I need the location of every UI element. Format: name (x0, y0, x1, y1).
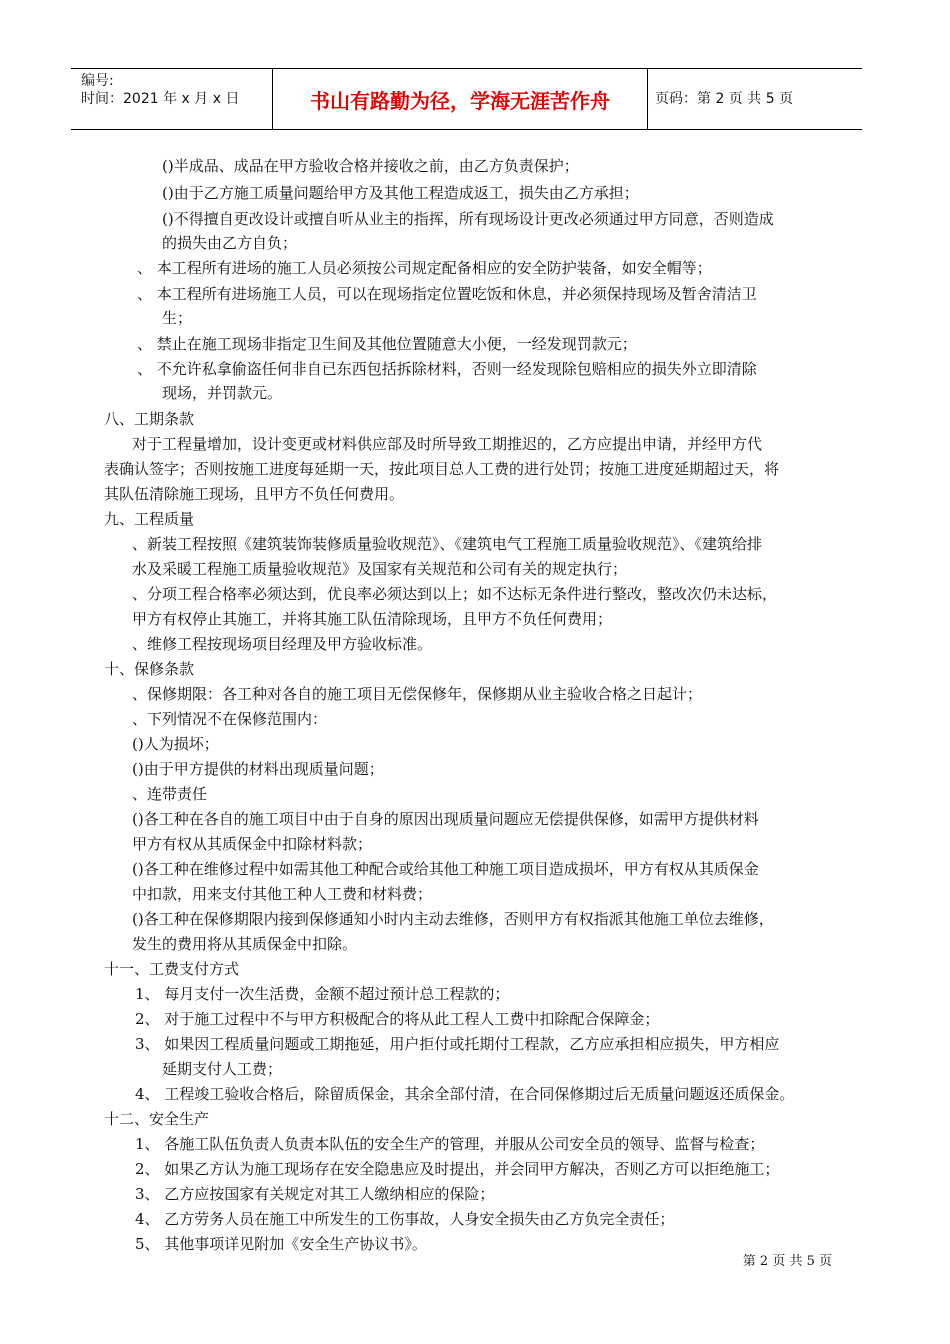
page-footer: 第 2 页 共 5 页 (742, 1254, 832, 1269)
body-line: 中扣款，用来支付其他工种人工费和材料费； (132, 885, 433, 903)
body-line: ()各工种在保修期限内接到保修通知小时内主动去维修，否则甲方有权指派其他施工单位去维修， (132, 910, 774, 928)
section-heading: 九、工程质量 (104, 510, 195, 528)
body-line: 4、 乙方劳务人员在施工中所发生的工伤事故，人身安全损失由乙方负完全责任； (135, 1210, 675, 1228)
body-line: 生； (162, 309, 193, 327)
body-line: 、维修工程按现场项目经理及甲方验收标准。 (132, 635, 433, 653)
section-heading: 十、保修条款 (104, 660, 195, 678)
body-line: 5、 其他事项详见附加《安全生产协议书》。 (135, 1235, 427, 1253)
body-line: 3、 乙方应按国家有关规定对其工人缴纳相应的保险； (135, 1185, 495, 1203)
body-line: ()各工种在各自的施工项目中由于自身的原因出现质量问题应无偿提供保修，如需甲方提供材料 (132, 810, 759, 828)
document-number-label: 编号: (81, 73, 114, 89)
body-line: 2、 对于施工过程中不与甲方积极配合的将从此工程人工费中扣除配合保障金； (135, 1010, 660, 1028)
body-line: ()由于甲方提供的材料出现质量问题； (132, 760, 384, 778)
body-line: ()不得擅自更改设计或擅自听从业主的指挥，所有现场设计更改必须通过甲方同意，否则造成 (162, 210, 774, 228)
body-line: 、 本工程所有进场的施工人员必须按公司规定配备相应的安全防护装备，如安全帽等； (137, 259, 712, 277)
body-line: 的损失由乙方自负； (162, 234, 298, 252)
body-line: 甲方有权停止其施工，并将其施工队伍清除现场，且甲方不负任何费用； (132, 610, 613, 628)
body-line: ()由于乙方施工质量问题给甲方及其他工程造成返工，损失由乙方承担； (162, 184, 639, 202)
header-page-info: 页码：第 2 页 共 5 页 (655, 91, 794, 107)
body-line: 2、 如果乙方认为施工现场存在安全隐患应及时提出，并会同甲方解决，否则乙方可以拒绝施工； (135, 1160, 780, 1178)
section-heading: 八、工期条款 (104, 410, 195, 428)
body-line: 、 禁止在施工现场非指定卫生间及其他位置随意大小便，一经发现罚款元； (137, 335, 637, 353)
body-line: 其队伍清除施工现场，且甲方不负任何费用。 (104, 485, 405, 503)
body-line: 对于工程量增加，设计变更或材料供应部及时所导致工期推迟的，乙方应提出申请，并经甲方代 (132, 435, 763, 453)
body-line: 现场，并罚款元。 (162, 384, 283, 402)
body-line: 、 本工程所有进场施工人员，可以在现场指定位置吃饭和休息，并必须保持现场及暂舍清洁卫 (137, 285, 757, 303)
body-line: 、 不允许私拿偷盗任何非自已东西包括拆除材料，否则一经发现除包赔相应的损失外立即清除 (137, 360, 757, 378)
body-line: 发生的费用将从其质保金中扣除。 (132, 935, 358, 953)
body-line: 、下列情况不在保修范围内： (132, 710, 328, 728)
header-motto: 书山有路勤为径，学海无涯苦作舟 (272, 69, 648, 129)
body-line: 、保修期限：各工种对各自的施工项目无偿保修年，保修期从业主验收合格之日起计； (132, 685, 703, 703)
body-line: 、新装工程按照《建筑装饰装修质量验收规范》、《建筑电气工程施工质量验收规范》、《建筑给排 (132, 535, 763, 553)
body-line: 表确认签字；否则按施工进度每延期一天，按此项目总人工费的进行处罚；按施工进度延期超过天，将 (104, 460, 780, 478)
body-line: 3、 如果因工程质量问题或工期拖延，用户拒付或托期付工程款，乙方应承担相应损失，甲方相应 (135, 1035, 780, 1053)
section-heading: 十二、安全生产 (104, 1110, 210, 1128)
body-line: 甲方有权从其质保金中扣除材料款； (132, 835, 373, 853)
section-heading: 十一、工费支付方式 (104, 960, 240, 978)
body-line: 、连带责任 (132, 785, 208, 803)
body-line: 1、 各施工队伍负责人负责本队伍的安全生产的管理，并服从公司安全员的领导、监督与检查； (135, 1135, 765, 1153)
body-line: 延期支付人工费； (162, 1060, 283, 1078)
body-line: 1、 每月支付一次生活费，金额不超过预计总工程款的； (135, 985, 510, 1003)
document-time-label: 时间：2021 年 x 月 x 日 (81, 91, 240, 107)
body-line: ()半成品、成品在甲方验收合格并接收之前，由乙方负责保护； (162, 157, 579, 175)
body-line: ()各工种在维修过程中如需其他工种配合或给其他工种施工项目造成损坏，甲方有权从其质保金 (132, 860, 759, 878)
body-line: 水及采暖工程施工质量验收规范》及国家有关规范和公司有关的规定执行； (132, 560, 628, 578)
body-line: 4、 工程竣工验收合格后，除留质保金，其余全部付清，在合同保修期过后无质量问题返还质保金。 (135, 1085, 795, 1103)
body-line: ()人为损坏； (132, 735, 219, 753)
body-line: 、分项工程合格率必须达到，优良率必须达到以上；如不达标无条件进行整改，整改次仍未达标， (132, 585, 778, 603)
